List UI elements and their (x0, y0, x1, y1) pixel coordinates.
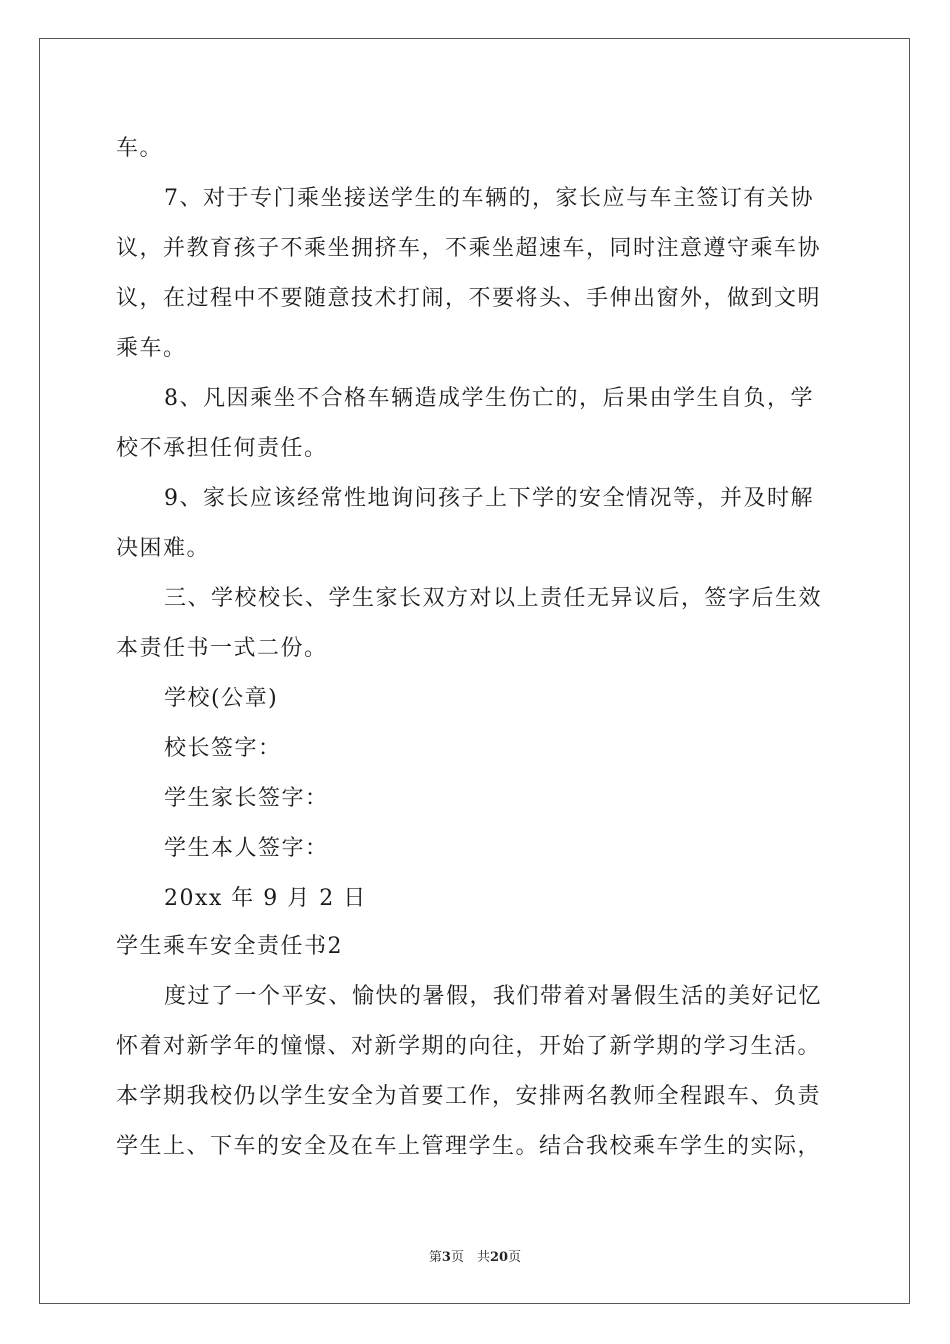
text-line: 度过了一个平安、愉快的暑假，我们带着对暑假生活的美好记忆 (164, 984, 823, 1009)
footer-mid: 页 共 (450, 1250, 490, 1265)
footer-suffix: 页 (508, 1250, 522, 1265)
page-footer (0, 1246, 950, 1265)
school-seal-label: 学校(公章) (164, 686, 279, 711)
text-line: 本责任书一式二份。 (116, 636, 328, 661)
text-line: 学生上、下车的安全及在车上管理学生。结合我校乘车学生的实际， (116, 1134, 822, 1159)
text-line: 7、对于专门乘坐接送学生的车辆的，家长应与车主签订有关协 (164, 186, 814, 211)
text-line: 怀着对新学年的憧憬、对新学期的向往，开始了新学期的学习生活。 (116, 1034, 822, 1059)
student-signature-label: 学生本人签字： (164, 836, 329, 861)
text-line: 决困难。 (116, 536, 211, 561)
footer-prefix: 第 (428, 1250, 442, 1265)
footer-page-number: 3 (441, 1250, 451, 1265)
page-border (39, 38, 910, 1304)
text-line: 校不承担任何责任。 (116, 436, 328, 461)
text-line: 9、家长应该经常性地询问孩子上下学的安全情况等，并及时解 (164, 486, 814, 511)
principal-signature-label: 校长签字： (164, 736, 282, 761)
text-line: 8、凡因乘坐不合格车辆造成学生伤亡的，后果由学生自负，学 (164, 386, 814, 411)
text-line: 乘车。 (116, 336, 187, 361)
text-line: 议，在过程中不要随意技术打闹，不要将头、手伸出窗外，做到文明 (116, 286, 822, 311)
parent-signature-label: 学生家长签字： (164, 786, 329, 811)
text-line: 本学期我校仍以学生安全为首要工作，安排两名教师全程跟车、负责 (116, 1084, 822, 1109)
text-line: 车。 (116, 136, 164, 161)
date-line: 20xx 年 9 月 2 日 (164, 886, 367, 911)
section-title: 学生乘车安全责任书2 (116, 934, 343, 959)
text-line: 三、学校校长、学生家长双方对以上责任无异议后，签字后生效 (164, 586, 823, 611)
text-line: 议，并教育孩子不乘坐拥挤车，不乘坐超速车，同时注意遵守乘车协 (116, 236, 822, 261)
footer-page-total: 20 (489, 1250, 509, 1265)
